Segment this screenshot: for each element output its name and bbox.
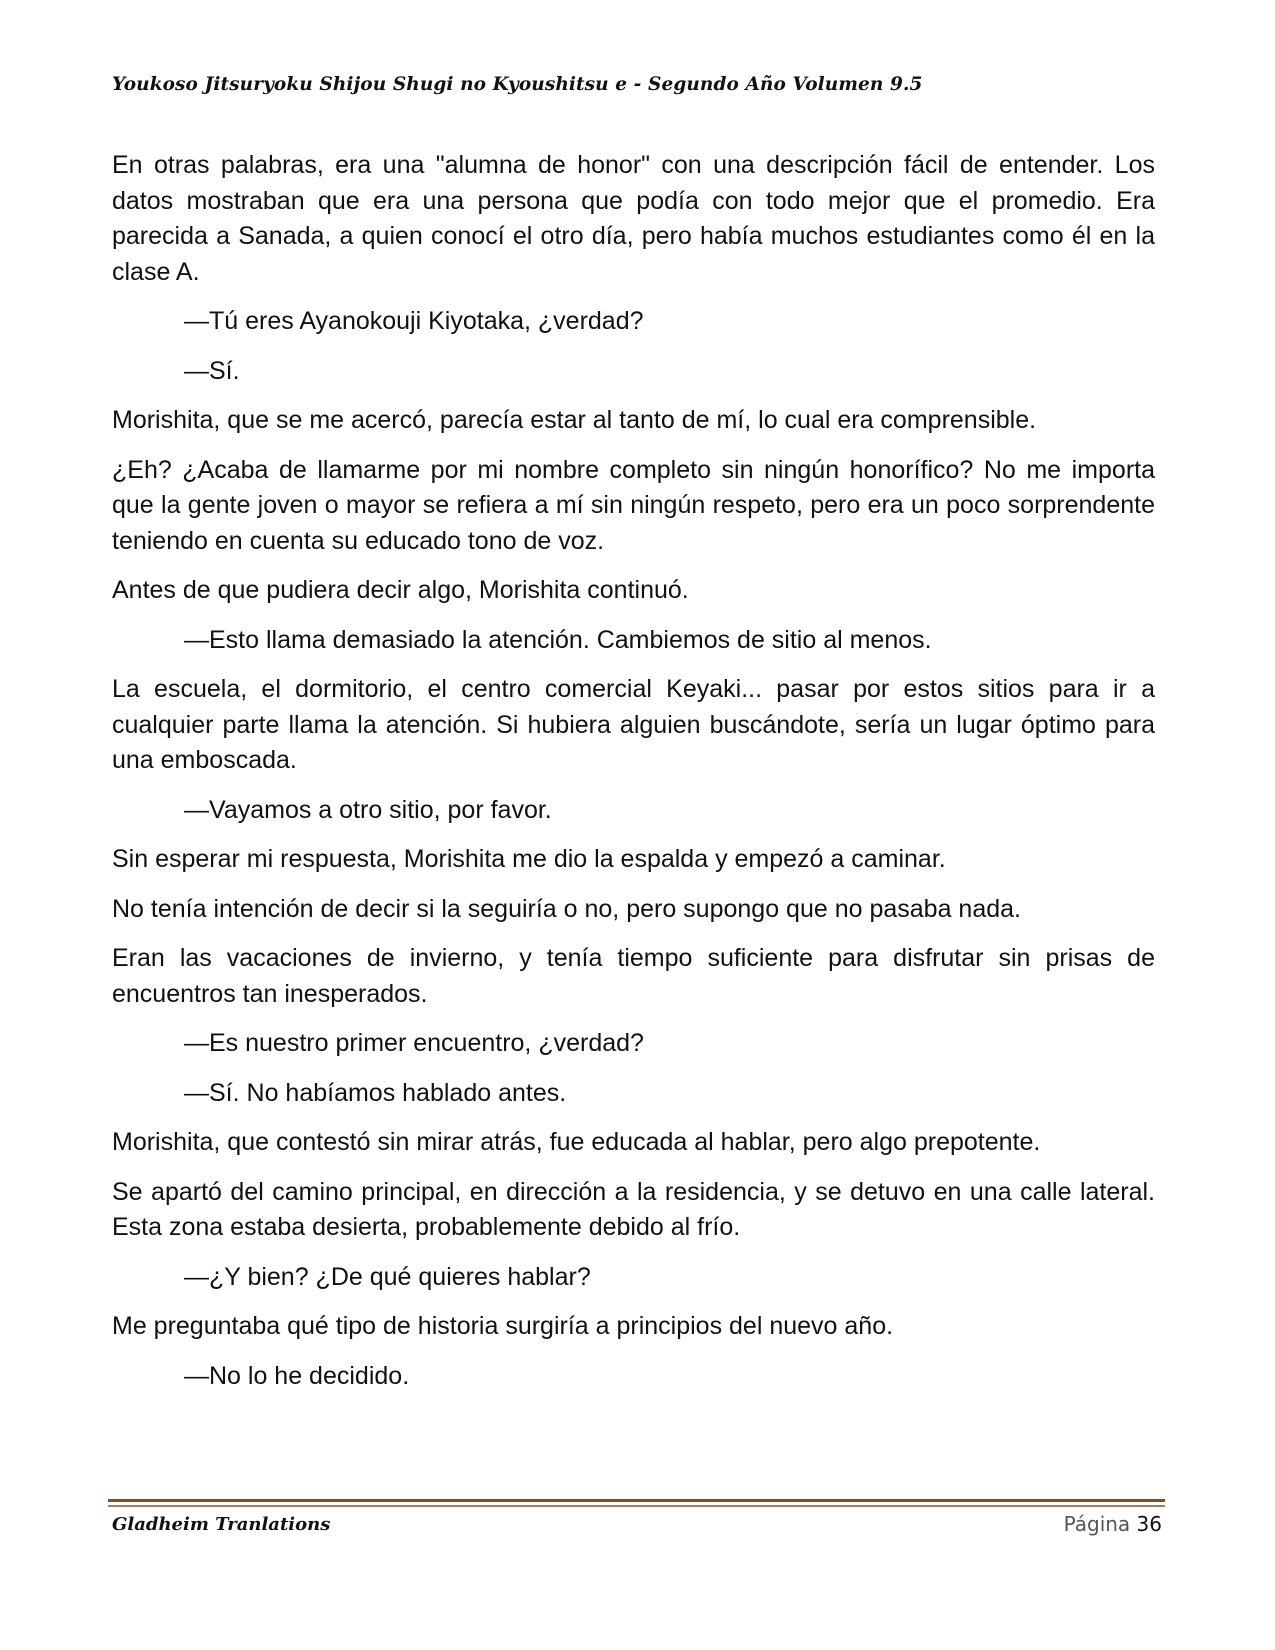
- paragraph-9: Morishita, que contestó sin mirar atrás, fue educada al hablar, pero algo prepotente.: [112, 1128, 1041, 1156]
- page-number: 36: [1136, 1512, 1162, 1536]
- dialogue-line-2: —Sí.: [184, 356, 240, 385]
- dialogue-line-3: —Esto llama demasiado la atención. Cambiemos de sitio al menos.: [184, 625, 932, 654]
- page-number-block: [1064, 1512, 1162, 1536]
- paragraph-8: Eran las vacaciones de invierno, y tenía tiempo suficiente para disfrutar sin prisas de encuentros tan inesperados.: [112, 944, 1155, 1008]
- dialogue-line-7: —¿Y bien? ¿De qué quieres hablar?: [184, 1262, 591, 1291]
- paragraph-11: Me preguntaba qué tipo de historia surgiría a principios del nuevo año.: [112, 1312, 894, 1340]
- paragraph-5: La escuela, el dormitorio, el centro comercial Keyaki... pasar por estos sitios para ir a cualquier parte llama la atención. Si hubiera alguien buscándote, sería un lugar óptimo para una emboscada.: [112, 675, 1155, 774]
- paragraph-7: No tenía intención de decir si la seguiría o no, pero supongo que no pasaba nada.: [112, 894, 1021, 923]
- page-label: Página: [1063, 1512, 1131, 1536]
- footer-credit: Gladheim Tranlations: [112, 1514, 331, 1535]
- running-header: Youkoso Jitsuryoku Shijou Shugi no Kyoushitsu e - Segundo Año Volumen 9.5: [112, 74, 923, 95]
- paragraph-10: Se apartó del camino principal, en dirección a la residencia, y se detuvo en una calle lateral. Esta zona estaba desierta, probablemente debido al frío.: [112, 1177, 1155, 1241]
- dialogue-line-8: —No lo he decidido.: [184, 1361, 410, 1390]
- page-body: [112, 148, 1155, 1408]
- footer-divider-thin: [108, 1505, 1165, 1507]
- footer-divider: [108, 1499, 1165, 1502]
- dialogue-line-4: —Vayamos a otro sitio, por favor.: [184, 795, 552, 824]
- paragraph-4: Antes de que pudiera decir algo, Morishita continuó.: [112, 576, 689, 604]
- paragraph-3: ¿Eh? ¿Acaba de llamarme por mi nombre completo sin ningún honorífico? No me importa que la gente joven o mayor se refiera a mí sin ningún respeto, pero era un poco sorprendente teniendo en cuenta su educado tono de voz.: [112, 455, 1155, 555]
- dialogue-line-5: —Es nuestro primer encuentro, ¿verdad?: [184, 1029, 644, 1057]
- paragraph-1: En otras palabras, era una "alumna de honor" con una descripción fácil de entender. Los datos mostraban que era una persona que podía con todo mejor que el promedio. Era parecida a Sanada, a quien conocí el otro día, pero había muchos estudiantes como él en la clase A.: [112, 151, 1155, 286]
- dialogue-line-1: —Tú eres Ayanokouji Kiyotaka, ¿verdad?: [184, 307, 644, 335]
- paragraph-6: Sin esperar mi respuesta, Morishita me dio la espalda y empezó a caminar.: [112, 845, 946, 873]
- dialogue-line-6: —Sí. No habíamos hablado antes.: [184, 1078, 567, 1107]
- paragraph-2: Morishita, que se me acercó, parecía estar al tanto de mí, lo cual era comprensible.: [112, 406, 1037, 434]
